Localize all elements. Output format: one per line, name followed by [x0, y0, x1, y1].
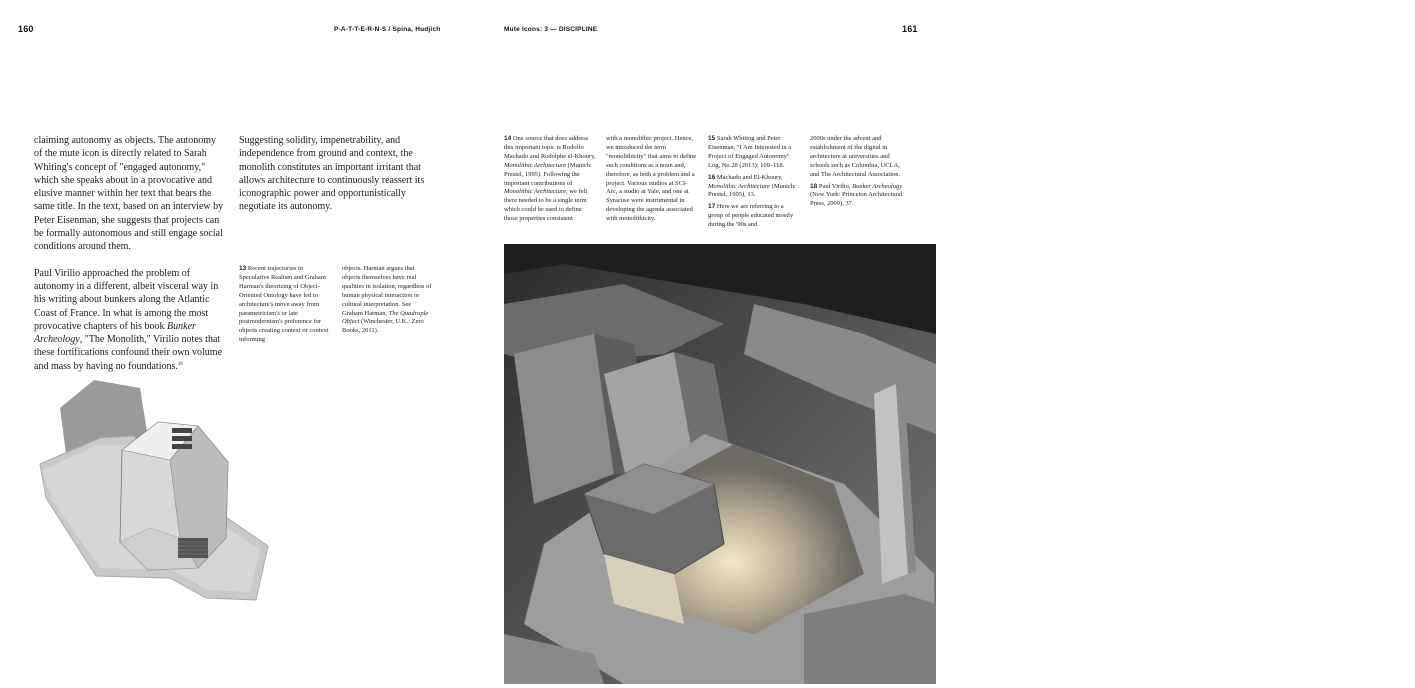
- footnotes-15-17: [708, 135, 800, 233]
- model-window: [172, 436, 192, 441]
- paragraph-virilio-part-b: , "The Monolith," Virilio notes that these fortifications confound their own volume and mass by having no foundations.: [34, 334, 223, 372]
- paragraph-engaged-autonomy: claiming autonomy as objects. The autonomy of the mute icon is directly related to Sarah Whiting's concept of "engaged autonomy," which she speaks about in a provocative and elusive manner within her text that bears the same title. In the text, based on an interview by Peter Eisenman, she suggests that projects can be formally autonomous and still engage social conditions around them.: [34, 135, 224, 253]
- book-title-monolithic-architecture-2: Monolithic Architecture: [504, 188, 567, 196]
- model-window: [172, 444, 192, 449]
- footnote-16-number: 16: [708, 173, 716, 181]
- footnote-14-continued: [606, 135, 698, 224]
- footnote-18-book-title: Bunker Archeology: [852, 182, 903, 190]
- monolith-model-drawing: [30, 378, 280, 604]
- monolithicity-aerial-render: [504, 244, 1415, 684]
- footnote-14-text-b: (Munich: Prestel, 1995). Following the important contributions of: [504, 161, 592, 187]
- footnote-17-number: 17: [708, 203, 716, 211]
- model-window: [172, 428, 192, 433]
- footnote-13-continued: [342, 265, 432, 336]
- footnote-16-text-a: Machado and El-Khoury,: [716, 173, 783, 181]
- footnote-18-text-b: (New York: Princeton Architectural Press, 2009), 37.: [810, 191, 903, 208]
- right-running-head: Mute Icons: 3 — DISCIPLINE: [504, 26, 598, 33]
- footnote-16-text-b: (Munich: Prestel, 1995), 13.: [708, 182, 796, 199]
- footnote-15-number: 15: [708, 135, 716, 142]
- monolith-model-image: [30, 378, 280, 604]
- footnote-16: [708, 174, 800, 201]
- footnote-15: [708, 135, 800, 171]
- paragraph-virilio: [34, 267, 224, 373]
- footnote-18: [810, 183, 906, 210]
- footnote-13-text-a: Recent trajectories in Speculative Realism and Graham Harman's theorizing of Object-Oriented Ontology have led to architecture's move away from parametricism's or late postmodernism's preference for objects creating context or context informing: [239, 265, 329, 344]
- footnote-14: [504, 135, 596, 224]
- footnote-13-text-b: objects. Harman argues that objects themselves have real qualities in isolation, regardless of human physical interaction or cultural interpretation. See Graham Harman,: [342, 265, 432, 317]
- right-page-number: 161: [902, 24, 918, 34]
- book-title-monolithic-architecture: Monolithic Architecture: [504, 161, 567, 169]
- footnote-13-number: 13: [239, 265, 247, 272]
- footnote-16-book-title: Monolithic Architecture: [708, 182, 771, 190]
- left-page-number: 160: [18, 24, 34, 34]
- footnote-13-text-c: (Winchester, U.K.: Zero Books, 2011).: [342, 318, 424, 335]
- main-text-column-2: [239, 134, 429, 227]
- footnote-14-text-d: with a monolithic project. Hence, we introduced the term "monolithicity" that aims to define such conditions as a noun and, therefore, as both a problem and a project. Various studios at SCI-Arc, a studio at Yale, and one at Syracuse were instrumental in developing the agenda associated with monolithicity.: [606, 135, 697, 223]
- footnote-14-text-c: , we felt there needed to be a single term which could be used to define those properties consistent: [504, 188, 588, 223]
- footnotes-17-18: [810, 135, 906, 212]
- paragraph-virilio-part-a: Paul Virilio approached the problem of autonomy in a different, albeit visceral way in his writing about bunkers along the Atlantic Coast of France. In what is among the most provocative chapters of his book: [34, 267, 219, 332]
- footnote-14-text-a: One source that does address this important topic is Rodolfo Machado and Rodolphe el-Khoury,: [504, 135, 596, 160]
- footnote-reference: 18: [177, 361, 183, 367]
- left-running-head: P-A-T-T-E-R-N-S / Spina, Hudjich: [334, 26, 441, 33]
- book-title-bunker-archeology: Bunker Archeology: [34, 320, 196, 346]
- footnote-14-number: 14: [504, 135, 512, 142]
- model-louvers: [178, 538, 208, 558]
- footnote-18-number: 18: [810, 182, 818, 190]
- main-text-column-1: [34, 134, 224, 386]
- footnote-17-text: Here we are referring to a group of people educated mostly during the '90s and: [708, 203, 794, 229]
- paragraph-monolith: Suggesting solidity, impenetrability, and independence from ground and context, the monolith constitutes an important irritant that allows architecture to continuously reassert its iconographic power and opportunistically negotiate its autonomy.: [239, 135, 425, 213]
- book-title-quadruple-object: The Quadruple Object: [342, 309, 429, 326]
- aerial-render-drawing: [504, 244, 936, 684]
- footnote-13: [239, 265, 331, 345]
- footnote-18-text-a: Paul Virilio,: [818, 182, 853, 190]
- footnote-17: [708, 203, 800, 230]
- figure-caption: 3.04: Monolithicity: [1408, 544, 1415, 601]
- footnote-17-continued: 2000s under the advent and establishment of the digital in architecture at universities and schools such as Columbia, UCLA, and The Architectural Association.: [810, 135, 901, 178]
- footnote-15-text: Sarah Whiting and Peter Eisenman, "I Am Interested in a Project of Engaged Autonomy" Log, No.28 (2013): 109–118.: [708, 135, 792, 169]
